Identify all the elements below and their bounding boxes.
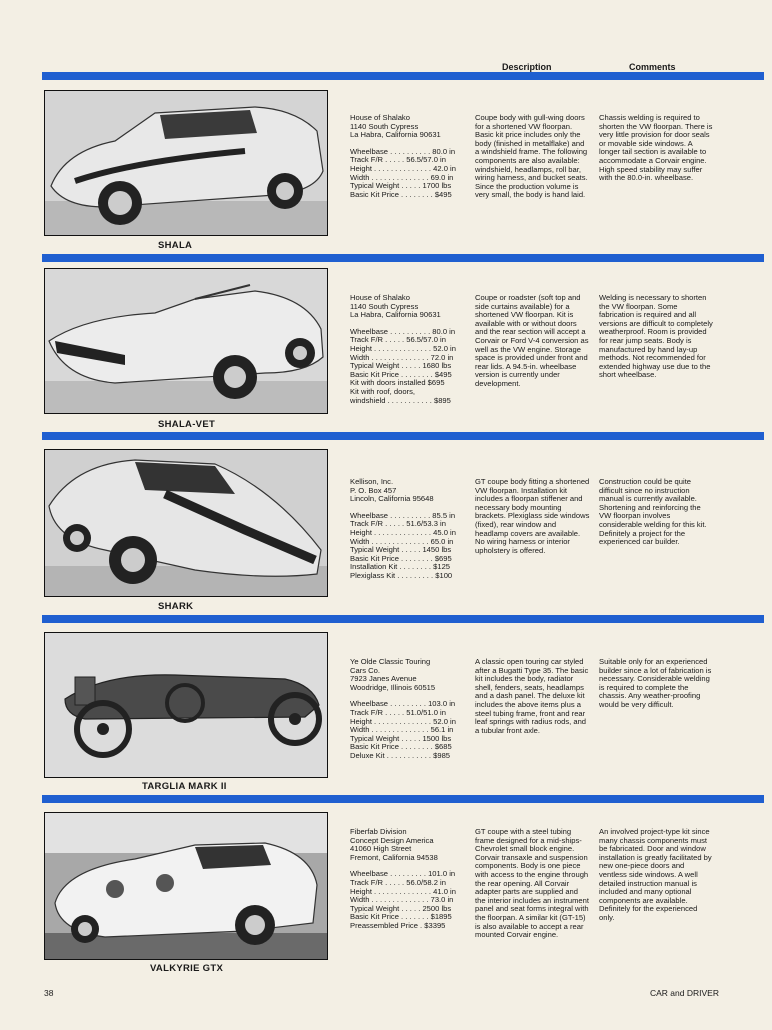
car-photo-shark bbox=[44, 449, 328, 597]
spec-line: windshield . . . . . . . . . . . $895 bbox=[350, 395, 451, 405]
car-comments: Suitable only for an experienced builder since a lot of fabrication is necessary. Considerable welding is required to complete the chassis. Any weather-proofing would be very difficult. bbox=[599, 657, 712, 709]
spec-line: Width . . . . . . . . . . . . . . 69.0 in bbox=[350, 172, 454, 182]
spec-line: Basic Kit Price . . . . . . . . $495 bbox=[350, 369, 452, 379]
address-line: Fremont, California 94538 bbox=[350, 852, 438, 862]
description-header: Description bbox=[502, 62, 552, 72]
spec-line: Width . . . . . . . . . . . . . . 72.0 in bbox=[350, 352, 454, 362]
address-line: 1140 South Cypress bbox=[350, 301, 419, 311]
spec-list bbox=[350, 148, 465, 200]
spec-line: Plexiglass Kit . . . . . . . . . $100 bbox=[350, 570, 453, 580]
car-photo-targlia-mark-ii bbox=[44, 632, 328, 778]
address-line: 7923 Janes Avenue bbox=[350, 674, 417, 684]
address-block bbox=[350, 114, 465, 140]
car-info bbox=[350, 828, 465, 931]
spec-line: Typical Weight . . . . . 1700 lbs bbox=[350, 181, 452, 191]
spec-line: Kit with doors installed $695 bbox=[350, 378, 445, 388]
spec-line: Deluxe Kit . . . . . . . . . . . $985 bbox=[350, 750, 451, 760]
comments-header: Comments bbox=[629, 62, 676, 72]
car-description: A classic open touring car styled after a Bugatti Type 35. The basic kit includes the body, radiator shell, fenders, seats, headlamps and a dash panel. The deluxe kit includes the above items plus a steel tubing frame, front and rear leaf springs with radius rods, and a tubular front axle. bbox=[475, 657, 589, 735]
car-comments: Chassis welding is required to shorten the VW floorpan. There is very little provision for door seals or movable side windows. A longer tail section is available to accommodate a Corvair engine. High speed stability may suffer with the 80.0-in. wheelbase. bbox=[599, 113, 713, 183]
spec-line: Width . . . . . . . . . . . . . . 65.0 in bbox=[350, 536, 454, 546]
address-line: Ye Olde Classic Touring bbox=[350, 657, 431, 666]
spec-line: Wheelbase . . . . . . . . . . 80.0 in bbox=[350, 146, 456, 156]
spec-line: Wheelbase . . . . . . . . . 103.0 in bbox=[350, 699, 456, 709]
car-comments: An involved project-type kit since many chassis components must be fabricated. Door and window installation is greatly facilitated by new one-piece doors and ventless side windows. A well detailed instruction manual is included and many optional components are available. Definitely for the experienced only. bbox=[599, 827, 712, 922]
spec-line: Typical Weight . . . . . 2500 lbs bbox=[350, 903, 452, 913]
address-line: Concept Design America bbox=[350, 835, 434, 845]
address-line: House of Shalako bbox=[350, 293, 410, 302]
spec-line: Installation Kit . . . . . . . . $125 bbox=[350, 562, 451, 572]
car-photo-shala bbox=[44, 90, 328, 236]
spec-line: Width . . . . . . . . . . . . . . 56.1 in bbox=[350, 725, 454, 735]
divider-bar bbox=[42, 72, 764, 80]
address-line: Woodridge, Illinois 60515 bbox=[350, 682, 436, 692]
page-number: 38 bbox=[44, 988, 54, 998]
car-description: Coupe or roadster (soft top and side curtains available) for a shortened VW floorpan. Kit is available with or without doors and the rear section will accept a Corvair or Ford V-4 conversion as well as the VW engine. Storage space is provided under front and rear lids. A 94.5-in. wheelbase version is currently under development. bbox=[475, 293, 589, 388]
spec-line: Basic Kit Price . . . . . . . . $695 bbox=[350, 553, 452, 563]
divider-bar bbox=[42, 254, 764, 262]
car-photo-shala-vet bbox=[44, 268, 328, 414]
spec-line: Typical Weight . . . . . 1680 lbs bbox=[350, 361, 452, 371]
spec-line: Basic Kit Price . . . . . . . . $685 bbox=[350, 742, 452, 752]
car-caption: TARGLIA MARK II bbox=[142, 781, 227, 792]
spec-line: Preassembled Price . $3395 bbox=[350, 920, 446, 930]
spec-list bbox=[350, 870, 465, 930]
magazine-name: CAR and DRIVER bbox=[650, 988, 719, 998]
spec-line: Basic Kit Price . . . . . . . . $495 bbox=[350, 189, 452, 199]
spec-line: Wheelbase . . . . . . . . . . 85.5 in bbox=[350, 510, 456, 520]
spec-line: Height . . . . . . . . . . . . . . 42.0 in bbox=[350, 163, 456, 173]
car-info bbox=[350, 114, 465, 199]
address-block bbox=[350, 658, 465, 692]
address-line: Cars Co. bbox=[350, 665, 380, 675]
divider-bar bbox=[42, 795, 764, 803]
divider-bar bbox=[42, 432, 764, 440]
address-block bbox=[350, 828, 465, 862]
car-info bbox=[350, 658, 465, 761]
car-description: GT coupe with a steel tubing frame designed for a mid-ships-Chevrolet small block engine. Corvair transaxle and suspension components. Body is one piece with access to the engine through the rear opening. All Corvair adapter parts are supplied and the interior includes an instrument panel and seat forms integral with the floorpan. A similar kit (GT-15) is also available to accept a rear mounted Corvair engine. bbox=[475, 827, 589, 940]
spec-line: Track F/R . . . . . 56.5/57.0 in bbox=[350, 155, 446, 165]
car-description: GT coupe body fitting a shortened VW floorpan. Installation kit includes a floorpan stiffener and necessary body mounting brackets. Plexiglass side windows (fixed), rear window and headlamp covers are available. No wiring harness or interior upholstery is offered. bbox=[475, 477, 590, 555]
address-line: Fiberfab Division bbox=[350, 827, 407, 836]
spec-line: Track F/R . . . . . 51.6/53.3 in bbox=[350, 519, 446, 529]
spec-line: Width . . . . . . . . . . . . . . 73.0 in bbox=[350, 895, 454, 905]
car-info bbox=[350, 294, 465, 405]
spec-line: Typical Weight . . . . . 1500 lbs bbox=[350, 733, 452, 743]
car-info bbox=[350, 478, 465, 581]
spec-line: Track F/R . . . . . 56.0/58.2 in bbox=[350, 877, 446, 887]
spec-line: Wheelbase . . . . . . . . . 101.0 in bbox=[350, 869, 456, 879]
spec-line: Height . . . . . . . . . . . . . . 52.0 in bbox=[350, 716, 456, 726]
address-line: Kellison, Inc. bbox=[350, 477, 394, 486]
spec-list bbox=[350, 328, 465, 405]
address-line: 1140 South Cypress bbox=[350, 121, 419, 131]
address-line: 41060 High Street bbox=[350, 844, 412, 854]
spec-line: Basic Kit Price . . . . . . . $1895 bbox=[350, 912, 452, 922]
spec-line: Height . . . . . . . . . . . . . . 52.0 in bbox=[350, 343, 456, 353]
spec-line: Height . . . . . . . . . . . . . . 45.0 in bbox=[350, 527, 456, 537]
address-block bbox=[350, 294, 465, 320]
spec-list bbox=[350, 512, 465, 581]
address-block bbox=[350, 478, 465, 504]
address-line: La Habra, California 90631 bbox=[350, 130, 441, 140]
spec-line: Kit with roof, doors, bbox=[350, 386, 415, 396]
spec-line: Track F/R . . . . . 51.0/51.0 in bbox=[350, 707, 446, 717]
spec-line: Typical Weight . . . . . 1450 lbs bbox=[350, 545, 452, 555]
car-caption: SHALA bbox=[158, 240, 193, 251]
spec-line: Height . . . . . . . . . . . . . . 41.0 in bbox=[350, 886, 456, 896]
divider-bar bbox=[42, 615, 764, 623]
car-photo-valkyrie-gtx bbox=[44, 812, 328, 960]
spec-list bbox=[350, 700, 465, 760]
car-comments: Construction could be quite difficult since no instruction manual is currently available. Shortening and reinforcing the VW floorpan involves considerable welding for this kit. Definitely a project for the experienced car builder. bbox=[599, 477, 707, 547]
address-line: P. O. Box 457 bbox=[350, 485, 397, 495]
address-line: Lincoln, California 95648 bbox=[350, 494, 434, 504]
car-description: Coupe body with gull-wing doors for a shortened VW floorpan. Basic kit price includes only the body (finished in metalflake) and a windshield frame. The following components are also available: windshield, headlamps, roll bar, wiring harness, and bucket seats. Since the production volume is very small, the body is hand laid. bbox=[475, 113, 588, 200]
address-line: La Habra, California 90631 bbox=[350, 310, 441, 320]
car-comments: Welding is necessary to shorten the VW floorpan. Some fabrication is required and all versions are difficult to completely weatherproof. Room is provided for rear jump seats. Body is manufactured by hand lay-up methods. Not recommended for extended highway use due to the short wheelbase. bbox=[599, 293, 713, 380]
address-line: House of Shalako bbox=[350, 113, 410, 122]
spec-line: Track F/R . . . . . 56.5/57.0 in bbox=[350, 335, 446, 345]
car-caption: VALKYRIE GTX bbox=[150, 963, 224, 974]
car-caption: SHALA-VET bbox=[158, 419, 216, 430]
car-caption: SHARK bbox=[158, 601, 194, 612]
spec-line: Wheelbase . . . . . . . . . . 80.0 in bbox=[350, 326, 456, 336]
